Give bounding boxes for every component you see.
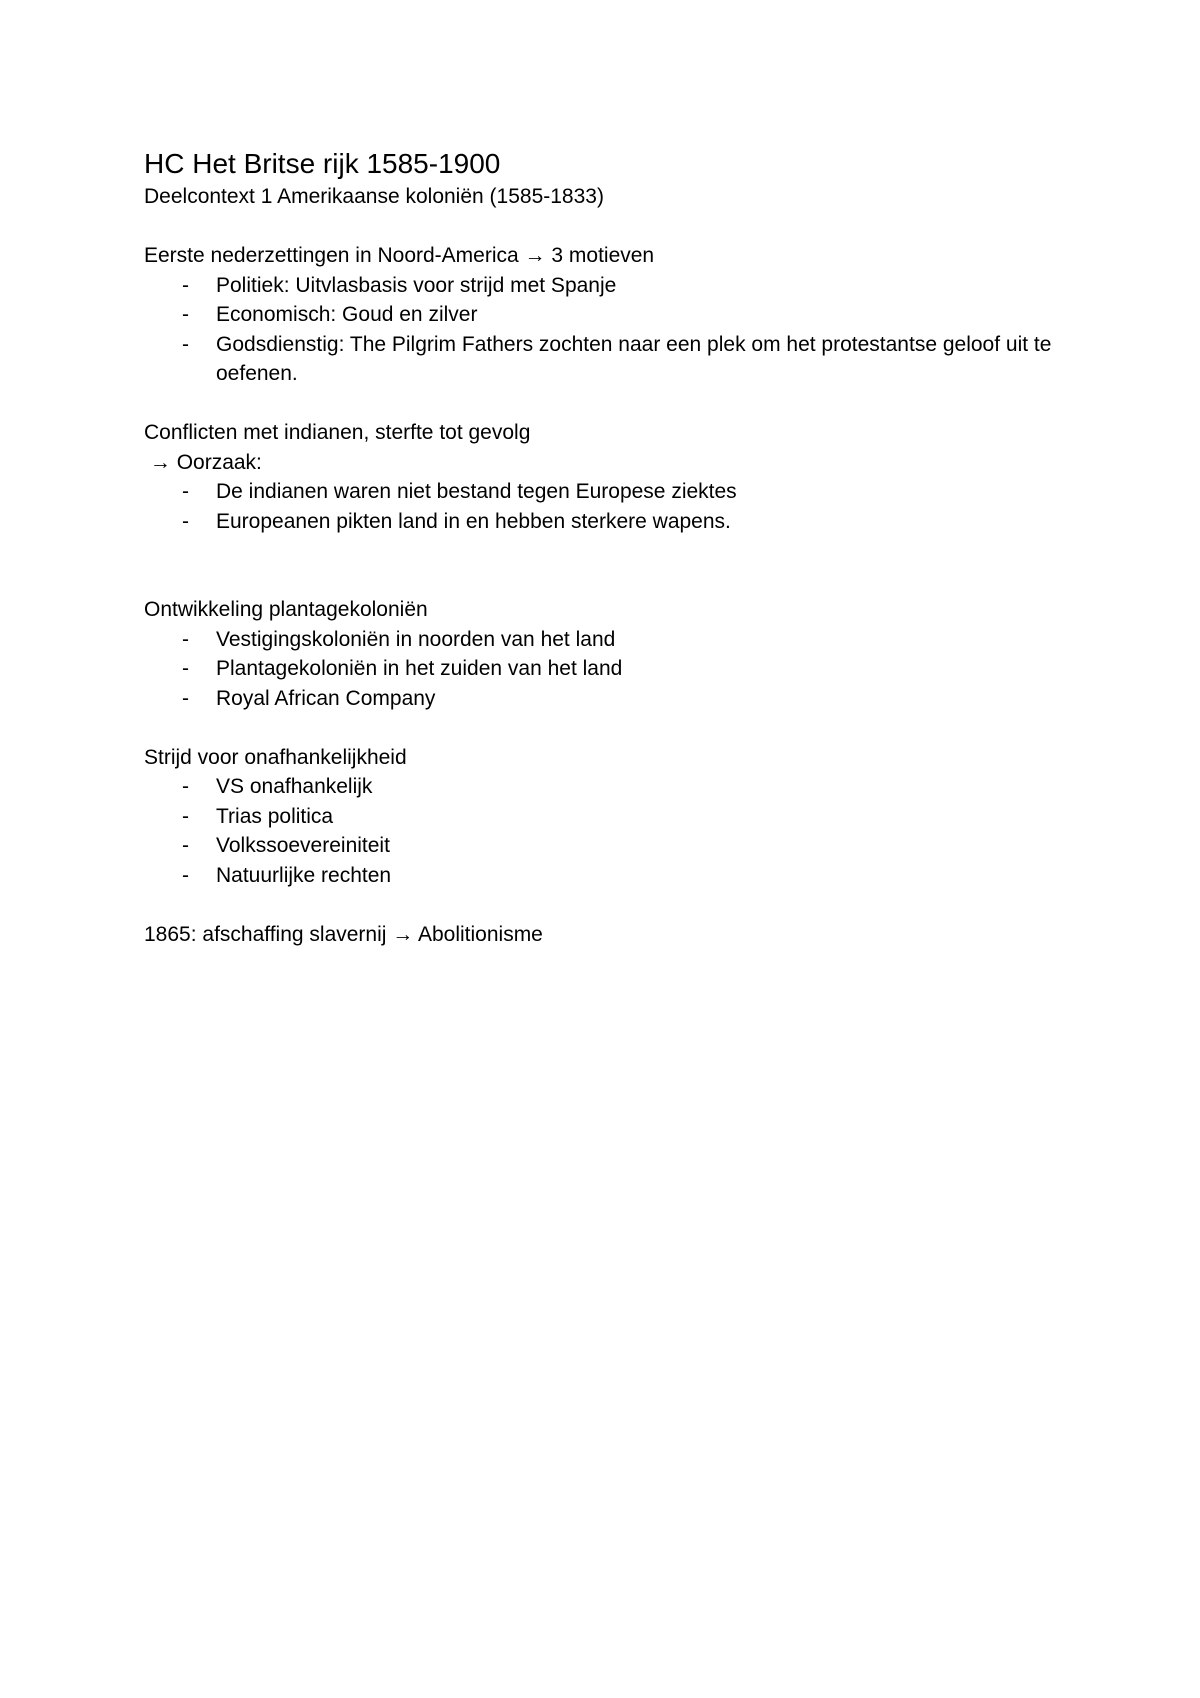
causes-list <box>144 477 1064 536</box>
list-item-text: Natuurlijke rechten <box>216 863 392 887</box>
spacer <box>144 389 1064 419</box>
list-item-text: Plantagekoloniën in het zuiden van het land <box>216 657 623 680</box>
independence-list <box>144 772 1064 890</box>
dash-bullet: - <box>182 627 189 651</box>
dash-bullet: - <box>182 657 189 680</box>
list-item <box>144 271 1064 301</box>
list-item-text: Vestigingskoloniën in noorden van het land <box>216 627 616 651</box>
list-item <box>144 507 1064 537</box>
list-item <box>144 831 1064 861</box>
list-item-text: Economisch: Goud en zilver <box>216 303 478 326</box>
document-subtitle: Deelcontext 1 Amerikaanse koloniën (1585-1833) <box>144 185 604 208</box>
dash-bullet: - <box>182 863 189 887</box>
list-item-text: Royal African Company <box>216 686 436 710</box>
list-item <box>144 330 1064 389</box>
section-heading-plantations: Ontwikkeling plantagekoloniën <box>144 598 428 621</box>
dash-bullet: - <box>182 834 189 857</box>
dash-bullet: - <box>182 303 189 326</box>
list-item-text: Godsdienstig: The Pilgrim Fathers zochten naar een plek om het protestantse geloof uit te oefenen. <box>216 332 1052 385</box>
list-item <box>144 802 1064 832</box>
list-item <box>144 772 1064 802</box>
abolition-text: 1865: afschaffing slavernij <box>144 922 387 946</box>
list-item <box>144 300 1064 330</box>
dash-bullet: - <box>182 273 189 297</box>
spacer <box>144 536 1064 595</box>
arrow-icon: → <box>524 244 546 267</box>
cause-label-text: Oorzaak: <box>176 450 262 474</box>
dash-bullet: - <box>182 804 189 828</box>
abolition-line <box>144 920 1064 950</box>
list-item-text: Volkssoevereiniteit <box>216 834 390 857</box>
section-heading-conflicts: Conflicten met indianen, sterfte tot gevolg <box>144 421 531 444</box>
list-item <box>144 654 1064 684</box>
section-heading-settlements <box>144 241 1064 271</box>
dash-bullet: - <box>182 509 189 533</box>
list-item <box>144 684 1064 714</box>
list-item <box>144 861 1064 891</box>
dash-bullet: - <box>182 332 189 356</box>
motives-list <box>144 271 1064 389</box>
dash-bullet: - <box>182 686 189 710</box>
spacer <box>144 890 1064 920</box>
arrow-icon: → <box>392 922 414 946</box>
dash-bullet: - <box>182 480 189 503</box>
plantations-list <box>144 625 1064 714</box>
list-item-text: Politiek: Uitvlasbasis voor strijd met Spanje <box>216 273 617 297</box>
heading-text: Eerste nederzettingen in Noord-America <box>144 244 519 267</box>
dash-bullet: - <box>182 775 189 798</box>
document-content <box>144 146 1064 949</box>
heading-after-text: 3 motieven <box>551 244 655 267</box>
list-item-text: De indianen waren niet bestand tegen Europese ziektes <box>216 480 737 503</box>
list-item-text: Trias politica <box>216 804 334 828</box>
list-item <box>144 625 1064 655</box>
list-item-text: VS onafhankelijk <box>216 775 373 798</box>
spacer <box>144 212 1064 242</box>
document-title: HC Het Britse rijk 1585-1900 <box>144 148 501 179</box>
cause-label <box>144 448 1064 478</box>
abolitionism-text: Abolitionisme <box>417 922 543 946</box>
list-item-text: Europeanen pikten land in en hebben sterkere wapens. <box>216 509 731 533</box>
list-item <box>144 477 1064 507</box>
spacer <box>144 713 1064 743</box>
section-heading-independence: Strijd voor onafhankelijkheid <box>144 745 407 769</box>
arrow-icon: → <box>149 450 171 474</box>
